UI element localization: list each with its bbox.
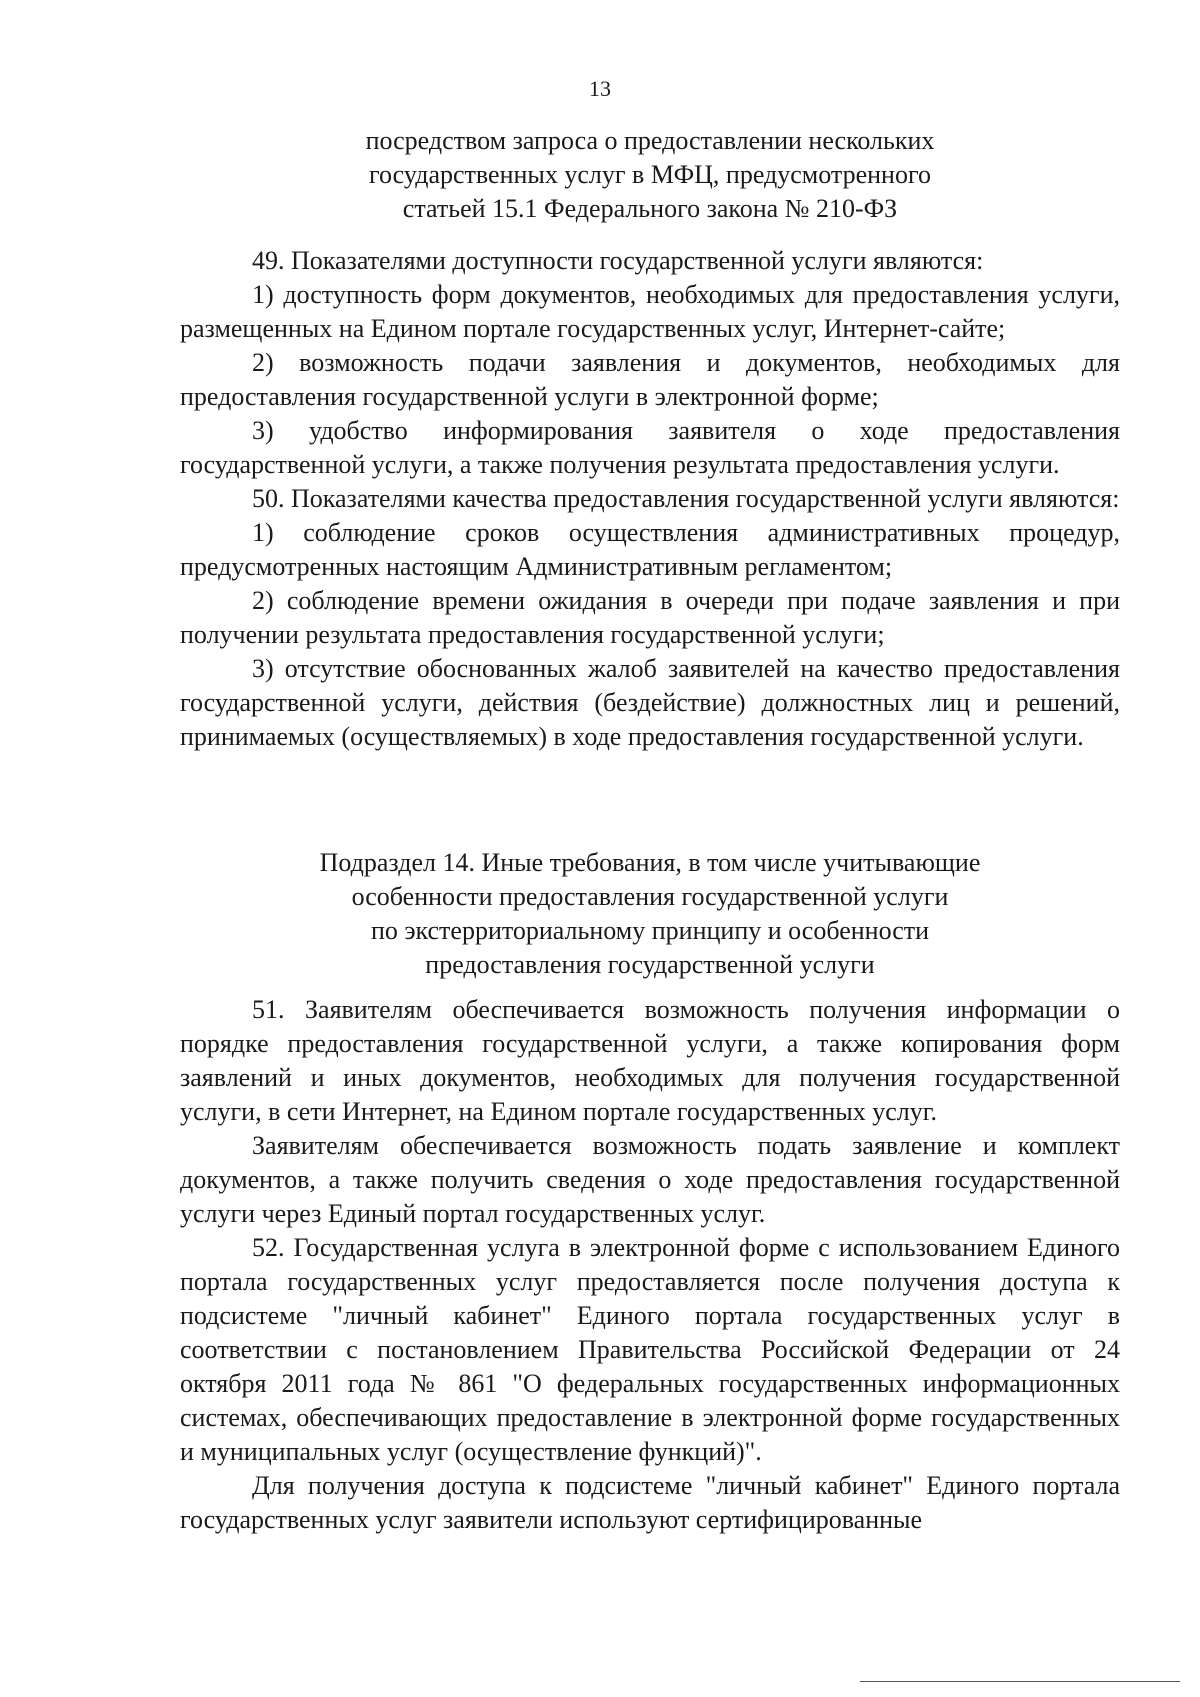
paragraph-52: 52. Государственная услуга в электронной форме с использованием Единого портала государственных услуг предоставляется после получения доступа к подсистеме "личный кабинет" Единого портала государственных услуг в соответствии с постановлением Правительства Российской Федерации от 24 октября 2011 года № 861 "О федеральных государственных информационных системах, обеспечивающих предоставление в электронной форме государственных и муниципальных услуг (осуществление функций)". [180,1233,1120,1466]
header-line: посредством запроса о предоставлении нескольких [365,126,935,155]
subsection-heading [180,846,1120,982]
list-item-49-1: 1) доступность форм документов, необходимых для предоставления услуги, размещенных на Едином портале государственных услуг, Интернет-сайте; [180,280,1120,343]
list-item-50-2: 2) соблюдение времени ожидания в очереди при подаче заявления и при получении результата предоставления государственной услуги; [180,586,1120,649]
list-item-50-3: 3) отсутствие обоснованных жалоб заявителей на качество предоставления государственной услуги, действия (бездействие) должностных лиц и решений, принимаемых (осуществляемых) в ходе предоставления государственной услуги. [180,654,1120,751]
heading-line: предоставления государственной услуги [425,950,875,979]
section-availability [180,244,1120,754]
header-continuation [180,124,1120,226]
page-number: 13 [589,76,611,101]
paragraph-51-continued: Заявителям обеспечивается возможность подать заявление и комплект документов, а также получить сведения о ходе предоставления государственной услуги через Единый портал государственных услуг. [180,1131,1120,1228]
paragraph-51: 51. Заявителям обеспечивается возможность получения информации о порядке предоставления государственной услуги, а также копирования форм заявлений и иных документов, необходимых для получения государственной услуги, в сети Интернет, на Едином портале государственных услуг. [180,995,1120,1126]
heading-line: Подраздел 14. Иные требования, в том числе учитывающие [319,848,981,877]
section-other [180,993,1120,1537]
list-item-49-3: 3) удобство информирования заявителя о ходе предоставления государственной услуги, а также получения результата предоставления услуги. [180,416,1120,479]
header-line: государственных услуг в МФЦ, предусмотренного [369,160,931,189]
paragraph-52-continued: Для получения доступа к подсистеме "личный кабинет" Единого портала государственных услуг заявители используют сертифицированные [180,1471,1120,1534]
header-line: статьей 15.1 Федерального закона № 210-ФЗ [402,194,898,223]
paragraph-49: 49. Показателями доступности государственной услуги являются: [252,246,984,275]
paragraph-50: 50. Показателями качества предоставления государственной услуги являются: [252,484,1120,513]
heading-line: особенности предоставления государственной услуги [351,882,949,911]
list-item-49-2: 2) возможность подачи заявления и документов, необходимых для предоставления государственной услуги в электронной форме; [180,348,1120,411]
heading-line: по экстерриториальному принципу и особенности [370,916,930,945]
list-item-50-1: 1) соблюдение сроков осуществления административных процедур, предусмотренных настоящим Административным регламентом; [180,518,1120,581]
footer-rule [860,1681,1180,1682]
